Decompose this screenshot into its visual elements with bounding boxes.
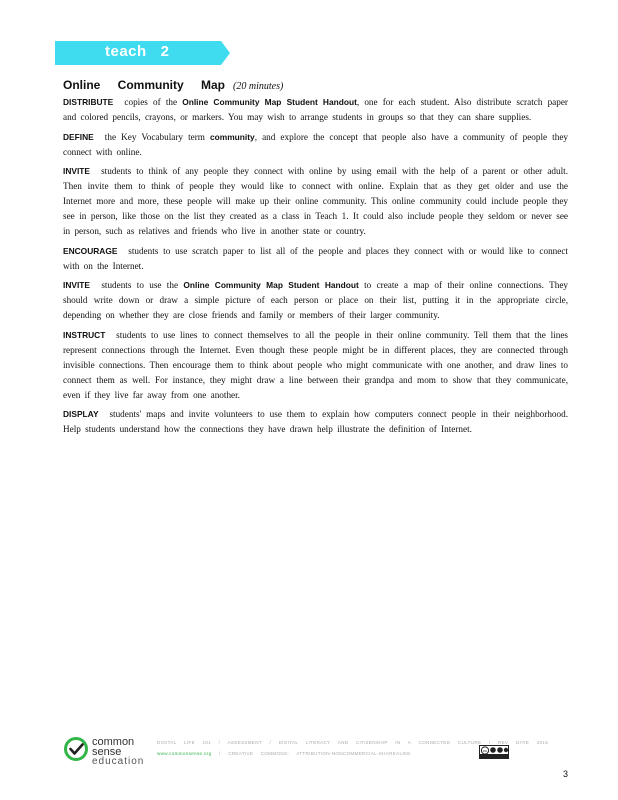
instruction-paragraph — [63, 407, 568, 437]
instruction-keyword: INSTRUCT — [63, 329, 106, 340]
vocabulary-term: community — [210, 131, 255, 142]
instruction-text: copies of the — [119, 97, 183, 107]
logo-line: sense — [92, 746, 122, 758]
banner-label: teach 2 — [105, 43, 170, 60]
instruction-keyword: INVITE — [63, 280, 90, 290]
logo-line: common — [92, 736, 135, 748]
instruction-paragraph — [63, 328, 568, 403]
common-sense-logo — [92, 737, 144, 767]
instruction-paragraph — [63, 95, 568, 125]
instruction-keyword: INVITE — [63, 166, 90, 176]
activity-duration: (20 minutes) — [233, 81, 284, 92]
instruction-keyword: ENCOURAGE — [63, 245, 118, 256]
instruction-paragraph — [63, 278, 568, 323]
common-sense-check-icon — [63, 736, 89, 762]
svg-text:cc: cc — [483, 748, 487, 753]
page-footer — [0, 730, 618, 800]
footer-url-link[interactable]: www.commonsense.org — [157, 751, 212, 756]
activity-title: Online Community Map — [63, 78, 226, 92]
instruction-text: the Key Vocabulary term — [99, 131, 211, 142]
instruction-text: students to think of any people they connect with online by using email with the help of a parent or other adult. Then invite them to think of people they would like to connect with online. Explain that as they get older and use the Internet more and more, these people will make up their online community. This online community could include people they see in person, like those on the list they created as a class in Teach 1. It could also include people they seldom or never see in person, such as relatives and friends who live in another state or country. — [63, 166, 568, 236]
instruction-text: students' maps and invite volunteers to use them to explain how computers connect people in their neighborhood. Help students understand how the connections they have drawn help illustrate the definition of Internet. — [63, 409, 568, 434]
footer-license-text: / CREATIVE COMMONS: ATTRIBUTION-NONCOMMERCIAL-SHAREALIKE — [211, 751, 411, 756]
instruction-text: students to use lines to connect themselves to all the people in their online community. Tell them that the lines represent connections through the Internet. Even though these people might be in different places, they are connected through invisible connections. Then encourage them to think about people who might communicate with one another, and draw lines to connect them as well. For instance, they might draw a line between their grandpa and mom to show that they communicate, even if they live far away from one another. — [63, 329, 568, 400]
section-banner — [55, 41, 230, 65]
instruction-text: , one for each student. Also distribute scratch paper and colored pencils, crayons, or markers. You may wish to arrange students in groups so that they can share supplies. — [63, 97, 568, 122]
footer-course-info: DIGITAL LIFE 101 / ASSESSMENT / DIGITAL LITERACY AND CITIZENSHIP IN A CONNECTED CULTURE / REV DATE 2015 — [157, 740, 549, 745]
instruction-keyword: DISTRIBUTE — [63, 97, 114, 107]
handout-title: Online Community Map Student Handout — [183, 280, 359, 290]
activity-title-row — [63, 78, 283, 92]
instructions-body — [63, 95, 568, 442]
instruction-paragraph — [63, 130, 568, 160]
instruction-text: students to use scratch paper to list all of the people and places they connect with or would like to connect with on the Internet. — [63, 245, 568, 271]
instruction-keyword: DISPLAY — [63, 409, 99, 419]
instruction-text: to create a map of their online connections. They should write down or draw a simple picture of each person or place on their list, putting it in the appropriate circle, depending on whether they are close friends and family or members of their larger community. — [63, 280, 569, 320]
logo-line: education — [92, 756, 145, 767]
handout-title: Online Community Map Student Handout — [182, 97, 357, 107]
creative-commons-badge-icon — [479, 745, 509, 759]
page-number: 3 — [563, 769, 569, 779]
instruction-text: , and explore the concept that people also have a community of people they connect with online. — [63, 131, 568, 157]
instruction-text: students to use the — [96, 280, 184, 290]
footer-license-info — [157, 751, 411, 756]
instruction-paragraph — [63, 164, 568, 239]
instruction-keyword: DEFINE — [63, 131, 94, 142]
instruction-paragraph — [63, 244, 568, 274]
